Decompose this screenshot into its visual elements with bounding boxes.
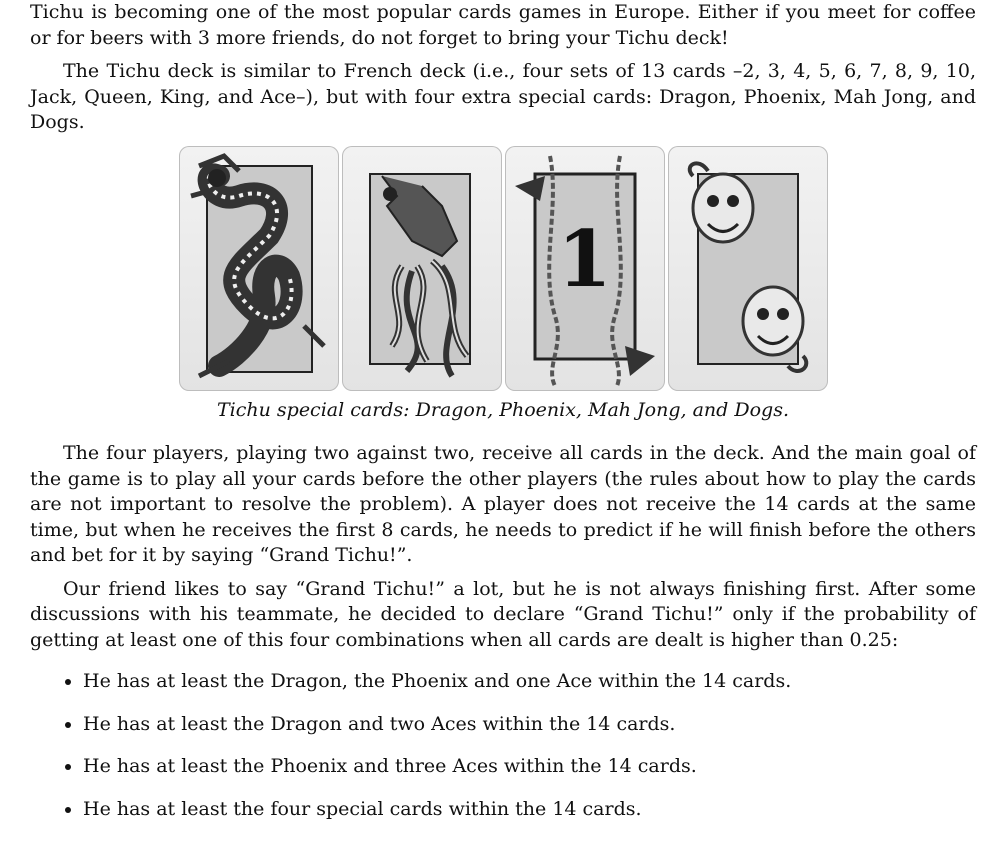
dragon-icon xyxy=(179,146,339,391)
dogs-card xyxy=(668,146,828,391)
list-item: • He has at least the four special cards within the 14 cards. xyxy=(83,797,976,823)
list-item: • He has at least the Dragon, the Phoenix and one Ace within the 14 cards. xyxy=(83,669,976,695)
dragon-card xyxy=(179,146,339,391)
list-item: • He has at least the Phoenix and three Aces within the 14 cards. xyxy=(83,754,976,780)
dogs-icon xyxy=(668,146,828,391)
deck-paragraph: The Tichu deck is similar to French deck (i.e., four sets of 13 cards –2, 3, 4, 5, 6, 7, 8, 9, 10, Jack, Queen, King, and Ace–), but with four extra special cards: Dragon, Phoenix, Mah Jong, and Dogs. xyxy=(30,60,976,133)
phoenix-icon xyxy=(342,146,502,391)
combination-list xyxy=(30,669,976,822)
friend-paragraph: Our friend likes to say “Grand Tichu!” a lot, but he is not always finishing first. After some discussions with his teammate, he decided to declare “Grand Tichu!” only if the probability of getting at least one of this four combinations when all cards are dealt is higher than 0.25: xyxy=(30,577,976,651)
mahjong-numeral: 1 xyxy=(557,213,612,305)
figure-caption: Tichu special cards: Dragon, Phoenix, Mah Jong, and Dogs. xyxy=(217,398,789,421)
list-item: • He has at least the Dragon and two Aces within the 14 cards. xyxy=(83,712,976,738)
special-cards-figure xyxy=(30,146,976,424)
intro-paragraph: Tichu is becoming one of the most popular cards games in Europe. Either if you meet for coffee or for beers with 3 more friends, do not forget to bring your Tichu deck! xyxy=(30,1,976,49)
phoenix-card xyxy=(342,146,502,391)
card-row xyxy=(30,146,976,391)
mahjong-card xyxy=(505,146,665,391)
players-paragraph: The four players, playing two against two, receive all cards in the deck. And the main goal of the game is to play all your cards before the other players (the rules about how to play the cards are not important to resolve the problem). A player does not receive the 14 cards at the same time, but when he receives the first 8 cards, he needs to predict if he will finish before the others and bet for it by saying “Grand Tichu!”. xyxy=(30,442,976,566)
